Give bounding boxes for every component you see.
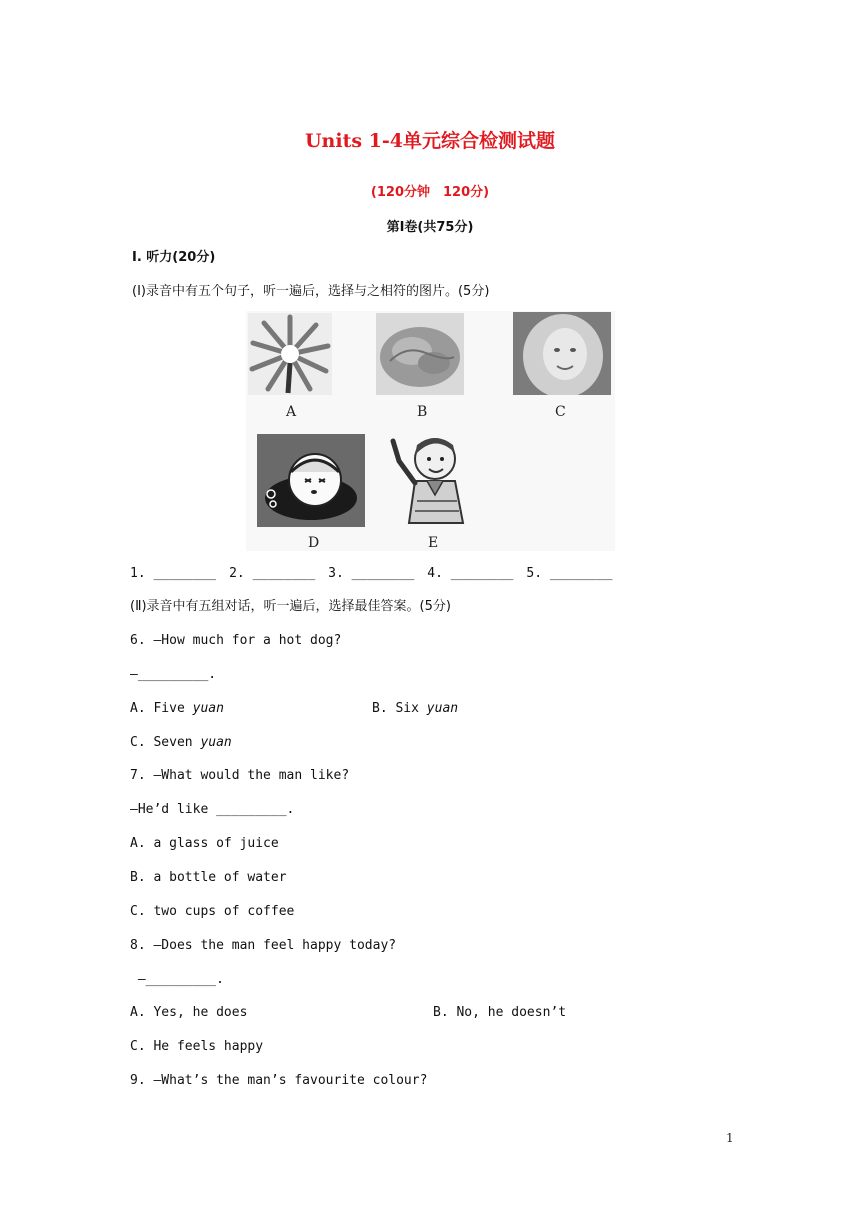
- picture-e-boy: [387, 431, 477, 529]
- section-instruction-2: (Ⅱ)录音中有五组对话，听一遍后，选择最佳答案。(5分): [130, 599, 451, 614]
- option-6b: B. Six yuan: [372, 701, 459, 716]
- answer-blanks-1-5: 1. ________ 2. ________ 3. ________ 4. ________ 5. ________: [130, 566, 613, 581]
- part-heading-listening: Ⅰ. 听力(20分): [132, 250, 216, 265]
- picture-b-bread: [376, 313, 464, 395]
- picture-c-girl: [513, 312, 611, 395]
- answer-line-6: —_________.: [130, 667, 217, 682]
- picture-label-e: E: [428, 535, 439, 551]
- option-7b: B. a bottle of water: [130, 870, 287, 885]
- picture-label-a: A: [286, 404, 297, 420]
- answer-line-8: —_________.: [130, 972, 224, 987]
- question-6: 6. —How much for a hot dog?: [130, 633, 342, 648]
- option-7c: C. two cups of coffee: [130, 904, 295, 919]
- option-7a: A. a glass of juice: [130, 836, 279, 851]
- answer-line-7: —He’d like _________.: [130, 802, 295, 817]
- option-8c: C. He feels happy: [130, 1039, 264, 1054]
- question-9: 9. —What’s the man’s favourite colour?: [130, 1073, 428, 1088]
- question-7: 7. —What would the man like?: [130, 768, 350, 783]
- document-title: Units 1-4单元综合检测试题: [304, 130, 555, 152]
- picture-d-cartoon: [257, 434, 365, 527]
- picture-label-d: D: [308, 535, 320, 551]
- question-8: 8. —Does the man feel happy today?: [130, 938, 397, 953]
- volume-heading: 第Ⅰ卷(共75分): [386, 220, 474, 235]
- picture-label-b: B: [417, 404, 428, 420]
- option-6c: C. Seven yuan: [130, 735, 232, 750]
- option-8a: A. Yes, he does: [130, 1005, 248, 1020]
- picture-a-pencils: [248, 313, 332, 395]
- picture-label-c: C: [555, 404, 566, 420]
- option-8b: B. No, he doesn’t: [433, 1005, 567, 1020]
- picture-panel: [246, 311, 615, 551]
- page-number: 1: [726, 1131, 734, 1145]
- time-score-line: (120分钟 120分): [370, 185, 490, 200]
- section-instruction-1: (Ⅰ)录音中有五个句子，听一遍后，选择与之相符的图片。(5分): [132, 284, 490, 299]
- option-6a: A. Five yuan: [130, 701, 224, 716]
